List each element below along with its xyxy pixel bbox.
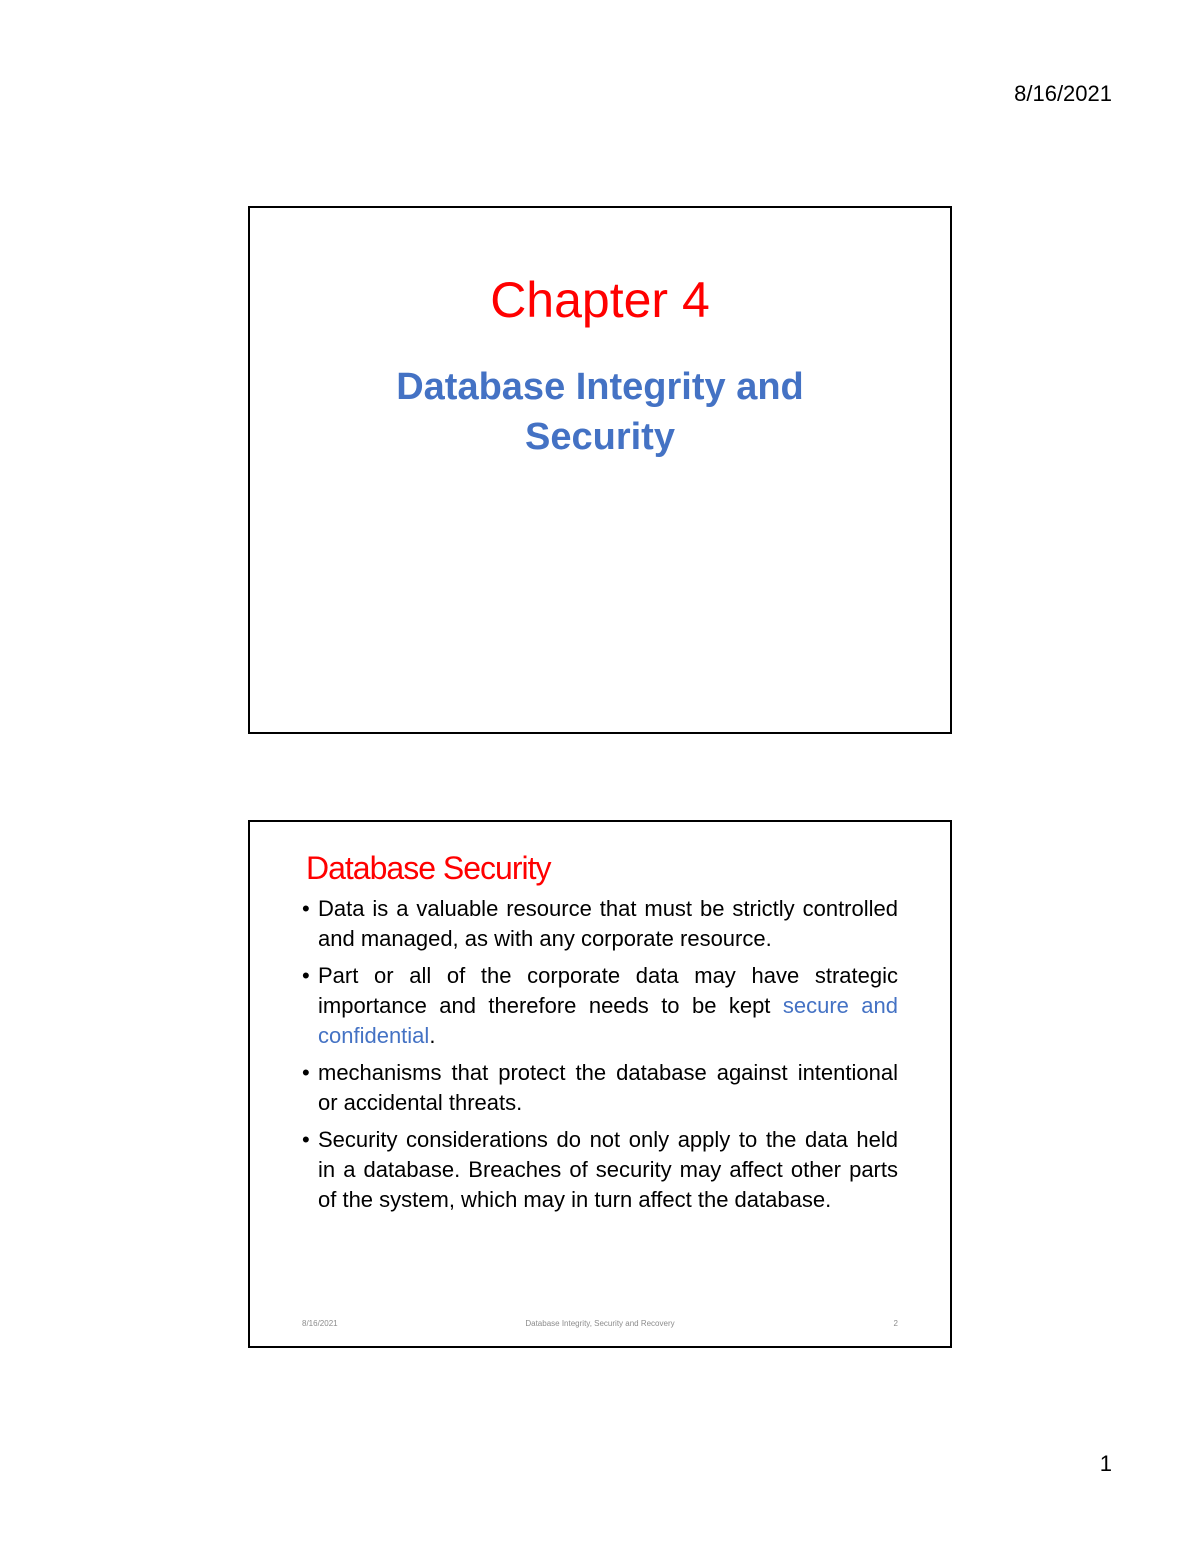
bullet-text: mechanisms that protect the database against intentional or accidental threats. [318, 1060, 898, 1115]
footer-date: 8/16/2021 [302, 1319, 338, 1328]
bullet-list [302, 894, 898, 1222]
bullet-item [302, 961, 898, 1051]
bullet-item [302, 1125, 898, 1215]
bullet-text: Security considerations do not only apply to the data held in a database. Breaches of security may affect other parts of the system, which may in turn affect the database. [318, 1127, 898, 1212]
bullet-text: Part or all of the corporate data may have strategic importance and therefore needs to be kept [318, 963, 898, 1018]
bullet-dot-icon: • [302, 1060, 310, 1085]
slide-database-security [248, 820, 952, 1348]
bullet-item [302, 1058, 898, 1118]
bullet-item [302, 894, 898, 954]
chapter-title: Chapter 4 [490, 272, 710, 328]
bullet-dot-icon: • [302, 963, 310, 988]
chapter-subtitle: Database Integrity and Security [396, 366, 804, 458]
bullet-dot-icon: • [302, 896, 310, 921]
footer-slide-number: 2 [893, 1319, 898, 1328]
page-number: 1 [1099, 1451, 1112, 1476]
slide-title: Database Security [306, 850, 551, 886]
bullet-text-end: . [429, 1023, 436, 1048]
footer-title: Database Integrity, Security and Recovery [525, 1319, 675, 1328]
page-header-date: 8/16/2021 [1014, 81, 1112, 106]
slide-chapter-title [248, 206, 952, 734]
bullet-dot-icon: • [302, 1127, 310, 1152]
bullet-highlight: secure and confidential [318, 993, 898, 1048]
bullet-text: Data is a valuable resource that must be strictly controlled and managed, as with any corporate resource. [318, 896, 898, 951]
slide-footer [302, 1318, 898, 1330]
